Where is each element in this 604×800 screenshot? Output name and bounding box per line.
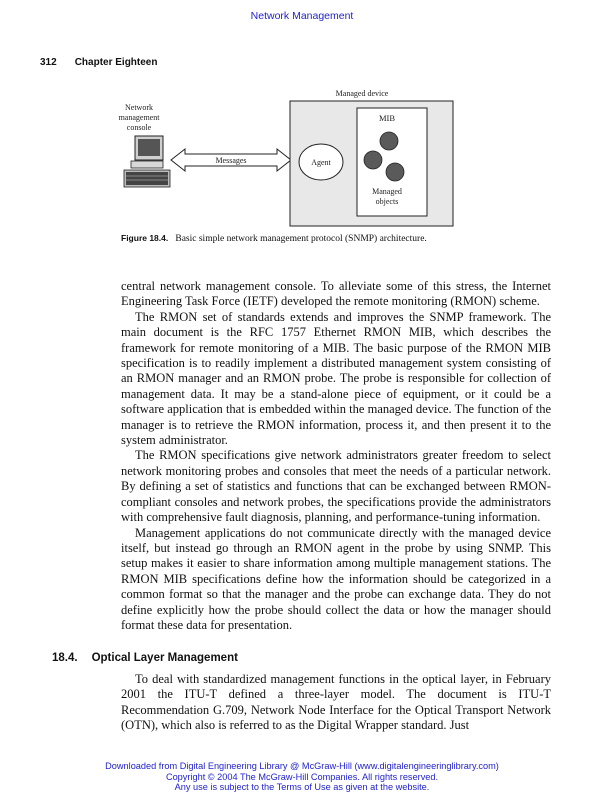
- console-label-line1: Network: [125, 103, 153, 112]
- footer-copyright-line: Copyright © 2004 The McGraw-Hill Companies. All rights reserved.: [165, 771, 439, 782]
- messages-arrow: [171, 149, 291, 171]
- top-banner: Network Management: [250, 10, 354, 22]
- footer-terms-line: Any use is subject to the Terms of Use as given at the website.: [174, 782, 430, 792]
- paragraph-2: The RMON set of standards extends and improves the SNMP framework. The main document is the RFC 1757 Ethernet RMON MIB, which describes the framework for remote monitoring of a MIB. The basic purpose of the RMON MIB specification is to readily implement a distributed management system consisting of an RMON manager and an RMON probe. The probe is responsible for collection of management data. It may be a stand-alone piece of equipment, or it could be a software application that is embedded within the managed device. The function of the manager is to retrieve the RMON information, process it, and then present it to the system administrator.: [121, 309, 551, 448]
- page-number: 312: [40, 57, 57, 68]
- figure-caption: [121, 233, 451, 245]
- caption-text: Basic simple network management protocol (SNMP) architecture.: [175, 234, 427, 244]
- section-number: 18.4.: [52, 652, 78, 664]
- messages-label: Messages: [215, 156, 247, 165]
- computer-icon: [124, 136, 170, 187]
- section-body: [121, 672, 551, 734]
- agent-label: Agent: [311, 158, 331, 167]
- footer: [0, 761, 604, 793]
- managed-objects-label-line2: objects: [375, 197, 399, 206]
- section-heading: [52, 652, 238, 664]
- managed-object-2: [364, 151, 382, 169]
- paragraph-1: central network management console. To alleviate some of this stress, the Internet Engineering Task Force (IETF) developed the remote monitoring (RMON) scheme.: [121, 279, 551, 309]
- section-title: Optical Layer Management: [91, 652, 238, 664]
- footer-download-line: Downloaded from Digital Engineering Library @ McGraw-Hill (www.digitalengineeringlibrary.com): [105, 761, 499, 771]
- paragraph-4: Management applications do not communicate directly with the managed device itself, but instead go through an RMON agent in the probe by using SNMP. This setup makes it easier to share information among multiple management stations. The RMON MIB specifications define how the information should be categorized in a common format so that the manager and the probe can exchange data. They do not define explicitly how the probe should collect the data or how the manager should format these data for presentation.: [121, 525, 551, 632]
- console-label-line2: management: [118, 113, 160, 122]
- caption-label: Figure 18.4.: [121, 233, 169, 243]
- managed-device-label: Managed device: [335, 89, 389, 98]
- snmp-architecture-figure: [115, 86, 455, 228]
- body-text: [121, 279, 551, 633]
- running-head: [40, 57, 157, 68]
- paragraph-3: The RMON specifications give network administrators greater freedom to select network monitoring probes and consoles that meet the needs of a particular network. By defining a set of statistics and functions that can be exchanged between RMON-compliant consoles and network probes, the specifications provide the administrators with comprehensive fault diagnosis, planning, and performance-tuning information.: [121, 448, 551, 525]
- managed-object-1: [380, 132, 398, 150]
- managed-object-3: [386, 163, 404, 181]
- console-label-line3: console: [126, 123, 152, 132]
- mib-label: MIB: [378, 113, 396, 123]
- managed-objects-label-line1: Managed: [372, 187, 402, 196]
- section-paragraph-1: To deal with standardized management functions in the optical layer, in February 2001 the ITU-T defined a three-layer model. The document is ITU-T Recommendation G.709, Network Node Interface for the Optical Transport Network (OTN), which also is referred to as the Digital Wrapper standard. Just: [121, 672, 551, 733]
- chapter-title: Chapter Eighteen: [74, 57, 158, 68]
